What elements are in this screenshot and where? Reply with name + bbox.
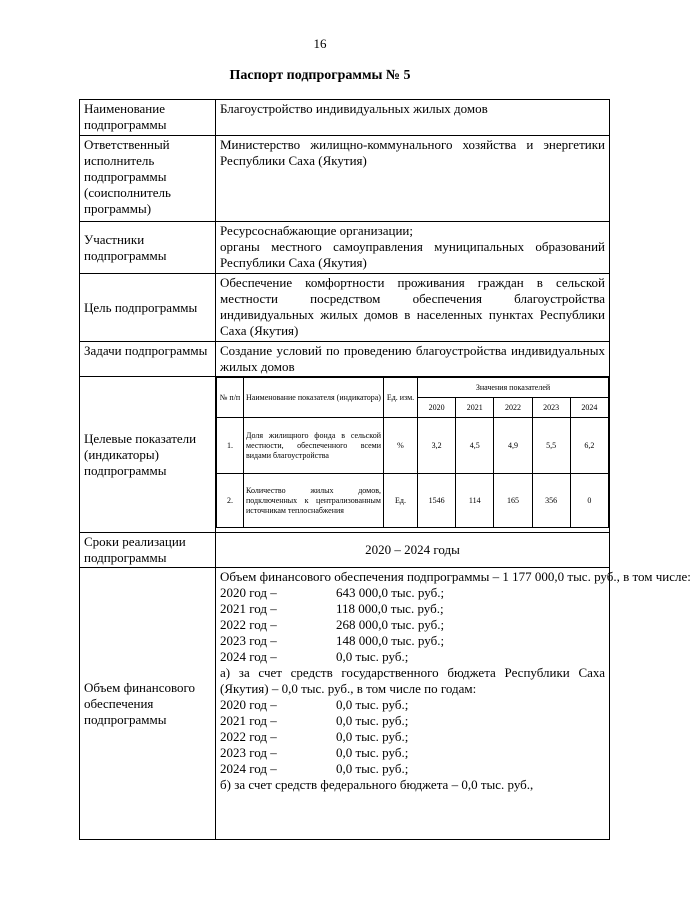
indicator-name: Количество жилых домов, подключенных к централизованным источникам теплоснабжения xyxy=(244,474,384,528)
indicator-value: 165 xyxy=(494,474,532,528)
finance-year-line: 2022 год – 0,0 тыс. руб.; xyxy=(220,729,409,744)
indicator-value: 5,5 xyxy=(532,418,570,474)
page-title: Паспорт подпрограммы № 5 xyxy=(229,68,411,83)
finance-year-line: 2020 год – 0,0 тыс. руб.; xyxy=(220,697,409,712)
value-executor: Министерство жилищно-коммунального хозяйства и энергетики Республики Саха (Якутия) xyxy=(216,136,610,222)
finance-year-line: 2020 год – 643 000,0 тыс. руб.; xyxy=(220,585,445,600)
indicators-header-name: Наименование показателя (индикатора) xyxy=(244,378,384,418)
indicator-unit: % xyxy=(384,418,418,474)
indicators-header-values: Значения показателей xyxy=(418,378,609,398)
row-terms xyxy=(80,533,610,568)
finance-year-line: 2021 год – 0,0 тыс. руб.; xyxy=(220,713,409,728)
indicator-value: 4,5 xyxy=(456,418,494,474)
row-goal xyxy=(80,274,610,342)
label-goal: Цель подпрограммы xyxy=(80,274,216,342)
year-header: 2023 xyxy=(532,398,570,418)
finance-year-line: 2024 год – 0,0 тыс. руб.; xyxy=(220,761,409,776)
indicator-value: 1546 xyxy=(418,474,456,528)
participants-line2: органы местного самоуправления муниципальных образований Республики Саха (Якутия) xyxy=(220,239,605,270)
indicator-num: 1. xyxy=(217,418,244,474)
row-indicators xyxy=(80,377,610,533)
indicator-unit: Ед. xyxy=(384,474,418,528)
finance-year-line: 2024 год – 0,0 тыс. руб.; xyxy=(220,649,409,664)
label-terms: Сроки реализации подпрограммы xyxy=(80,533,216,568)
indicator-name: Доля жилищного фонда в сельской местности, обеспеченного всеми видами благоустройства xyxy=(244,418,384,474)
finance-intro: Объем финансового обеспечения подпрограммы – 1 177 000,0 тыс. руб., в том числе: xyxy=(220,569,691,584)
label-indicators: Целевые показатели (индикаторы) подпрограммы xyxy=(80,377,216,533)
finance-regional: а) за счет средств государственного бюджета Республики Саха (Якутия) – 0,0 тыс. руб., в том числе по годам: xyxy=(220,665,605,696)
value-participants xyxy=(216,222,610,274)
finance-year-line: 2022 год – 268 000,0 тыс. руб.; xyxy=(220,617,445,632)
finance-year-line: 2023 год – 0,0 тыс. руб.; xyxy=(220,745,409,760)
passport-table xyxy=(79,99,691,840)
label-tasks: Задачи подпрограммы xyxy=(80,342,216,377)
row-name xyxy=(80,100,610,136)
row-executor xyxy=(80,136,610,222)
value-finance xyxy=(216,568,691,840)
indicator-row xyxy=(217,474,609,528)
year-header: 2024 xyxy=(570,398,608,418)
year-header: 2021 xyxy=(456,398,494,418)
indicator-value: 0 xyxy=(570,474,608,528)
row-tasks xyxy=(80,342,610,377)
year-header: 2022 xyxy=(494,398,532,418)
row-participants xyxy=(80,222,610,274)
value-terms: 2020 – 2024 годы xyxy=(216,533,610,568)
label-name: Наименование подпрограммы xyxy=(80,100,216,136)
finance-year-line: 2021 год – 118 000,0 тыс. руб.; xyxy=(220,601,444,616)
value-name: Благоустройство индивидуальных жилых домов xyxy=(216,100,610,136)
finance-federal: б) за счет средств федерального бюджета – 0,0 тыс. руб., xyxy=(220,777,534,792)
label-executor: Ответственный исполнитель подпрограммы (соисполнитель программы) xyxy=(80,136,216,222)
indicator-value: 114 xyxy=(456,474,494,528)
page-number: 16 xyxy=(313,36,327,51)
indicators-cell xyxy=(216,377,610,533)
participants-line1: Ресурсоснабжающие организации; xyxy=(220,223,413,238)
indicators-header-num: № п/п xyxy=(217,378,244,418)
indicators-header-unit: Ед. изм. xyxy=(384,378,418,418)
indicator-value: 6,2 xyxy=(570,418,608,474)
label-participants: Участники подпрограммы xyxy=(80,222,216,274)
finance-year-line: 2023 год – 148 000,0 тыс. руб.; xyxy=(220,633,445,648)
indicator-row xyxy=(217,418,609,474)
indicator-num: 2. xyxy=(217,474,244,528)
value-goal: Обеспечение комфортности проживания граждан в сельской местности посредством обеспечения благоустройства индивидуальных жилых домов в населенных пунктах Республики Саха (Якутия) xyxy=(216,274,610,342)
year-header: 2020 xyxy=(418,398,456,418)
row-finance xyxy=(80,568,610,840)
label-finance: Объем финансового обеспечения подпрограммы xyxy=(80,568,216,840)
indicator-value: 4,9 xyxy=(494,418,532,474)
indicator-value: 356 xyxy=(532,474,570,528)
indicator-value: 3,2 xyxy=(418,418,456,474)
indicators-table xyxy=(216,377,609,528)
value-tasks: Создание условий по проведению благоустройства индивидуальных жилых домов xyxy=(216,342,610,377)
